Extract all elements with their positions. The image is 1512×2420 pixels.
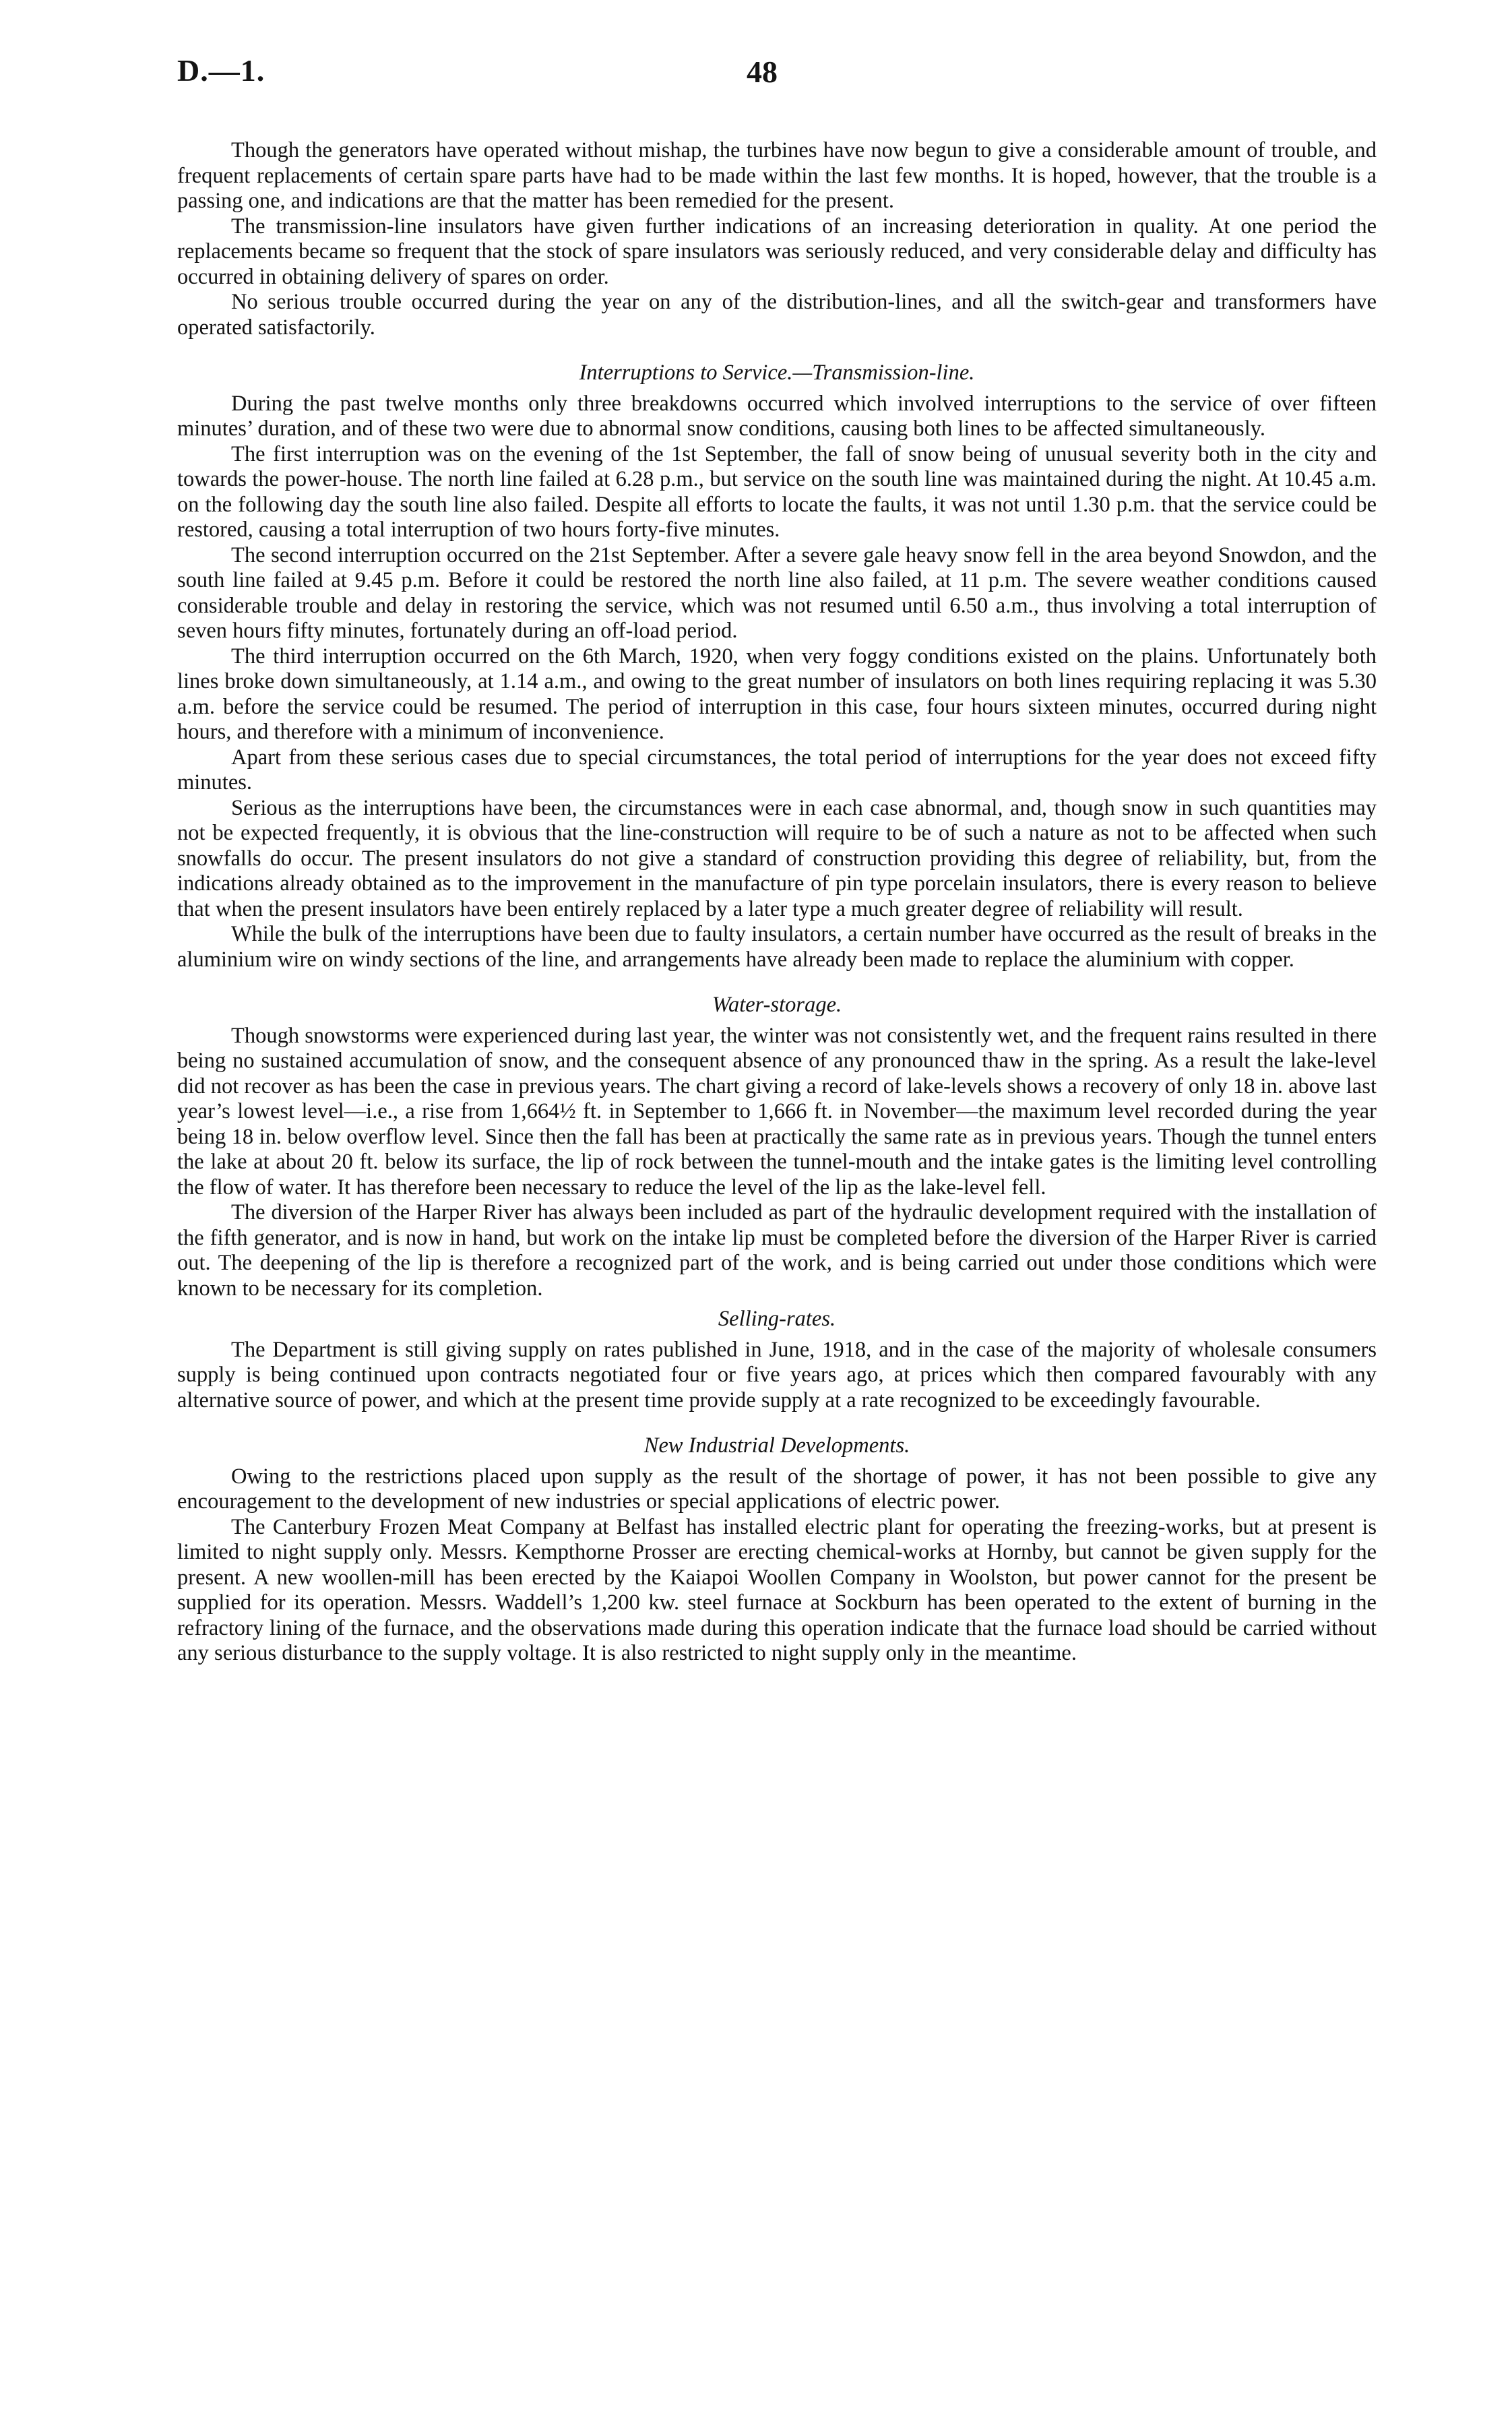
paragraph: Though the generators have operated without mishap, the turbines have now begun to give a considerable amount of trouble, and frequent replacements of certain spare parts have had to be made within the last few months. It is hoped, however, that the trouble is a passing one, and indications are that the matter has been remedied for the present. bbox=[177, 138, 1377, 213]
paragraph: Owing to the restrictions placed upon supply as the result of the shortage of power, it has not been possible to give any encouragement to the development of new industries or special applications of electric power. bbox=[177, 1464, 1377, 1514]
paragraph: No serious trouble occurred during the year on any of the distribution-lines, and all the switch-gear and transformers have operated satisfactorily. bbox=[177, 290, 1377, 340]
page-number: 48 bbox=[747, 55, 778, 89]
section-heading-interruptions: Interruptions to Service.—Transmission-line. bbox=[579, 361, 975, 385]
paragraph: Apart from these serious cases due to special circumstances, the total period of interruptions for the year does not exceed fifty minutes. bbox=[177, 745, 1377, 795]
paragraph: During the past twelve months only three breakdowns occurred which involved interruptions to the service of over fifteen minutes’ duration, and of these two were due to abnormal snow conditions, causing both lines to be affected simultaneously. bbox=[177, 391, 1377, 441]
document-body bbox=[177, 138, 1377, 1667]
paragraph: The Department is still giving supply on rates published in June, 1918, and in the case of the majority of wholesale consumers supply is being continued upon contracts negotiated four or five years ago, at prices which then compared favourably with any alternative source of power, and which at the present time provide supply at a rate recognized to be exceedingly favourable. bbox=[177, 1337, 1377, 1413]
paragraph: The transmission-line insulators have given further indications of an increasing deterioration in quality. At one period the replacements became so frequent that the stock of spare insulators was seriously reduced, and very considerable delay and difficulty has occurred in obtaining delivery of spares on order. bbox=[177, 214, 1377, 289]
section-heading-new-industrial-developments: New Industrial Developments. bbox=[643, 1433, 910, 1458]
paragraph: The second interruption occurred on the 21st September. After a severe gale heavy snow fell in the area beyond Snowdon, and the south line failed at 9.45 p.m. Before it could be restored the north line also failed, at 11 p.m. The severe weather conditions caused considerable trouble and delay in restoring the service, which was not resumed until 6.50 a.m., thus involving a total interruption of seven hours fifty minutes, fortunately during an off-load period. bbox=[177, 542, 1377, 643]
section-heading-selling-rates: Selling-rates. bbox=[718, 1307, 836, 1331]
document-reference: D.—1. bbox=[177, 53, 265, 88]
paragraph: The first interruption was on the evening of the 1st September, the fall of snow being of unusual severity both in the city and towards the power-house. The north line failed at 6.28 p.m., but service on the south line was maintained during the night. At 10.45 a.m. on the following day the south line also failed. Despite all efforts to locate the faults, it was not until 1.30 p.m. that the service could be restored, causing a total interruption of two hours forty-five minutes. bbox=[177, 441, 1377, 542]
paragraph: While the bulk of the interruptions have been due to faulty insulators, a certain number have occurred as the result of breaks in the aluminium wire on windy sections of the line, and arrangements have already been made to replace the aluminium with copper. bbox=[177, 922, 1377, 972]
paragraph: Serious as the interruptions have been, the circumstances were in each case abnormal, and, though snow in such quantities may not be expected frequently, it is obvious that the line-construction will require to be of such a nature as not to be affected when such snowfalls do occur. The present insulators do not give a standard of construction providing this degree of reliability, but, from the indications already obtained as to the improvement in the manufacture of pin type porcelain insulators, there is every reason to believe that when the present insulators have been entirely replaced by a later type a much greater degree of reliability will result. bbox=[177, 795, 1377, 921]
paragraph: Though snowstorms were experienced during last year, the winter was not consistently wet, and the frequent rains resulted in there being no sustained accumulation of snow, and the consequent absence of any pronounced thaw in the spring. As a result the lake-level did not recover as has been the case in previous years. The chart giving a record of lake-levels shows a recovery of only 18 in. above last year’s lowest level—i.e., a rise from 1,664½ ft. in September to 1,666 ft. in November—the maximum level recorded during the year being 18 in. below overflow level. Since then the fall has been at practically the same rate as in previous years. Though the tunnel enters the lake at about 20 ft. below its surface, the lip of rock between the tunnel-mouth and the intake gates is the limiting level controlling the flow of water. It has therefore been necessary to reduce the level of the lip as the lake-level fell. bbox=[177, 1023, 1377, 1200]
paragraph: The third interruption occurred on the 6th March, 1920, when very foggy conditions existed on the plains. Unfortunately both lines broke down simultaneously, at 1.14 a.m., and owing to the great number of insulators on both lines requiring replacing it was 5.30 a.m. before the service could be resumed. The period of interruption in this case, four hours sixteen minutes, occurred during night hours, and therefore with a minimum of inconvenience. bbox=[177, 644, 1377, 744]
section-heading-water-storage: Water-storage. bbox=[712, 993, 842, 1017]
paragraph: The diversion of the Harper River has always been included as part of the hydraulic development required with the installation of the fifth generator, and is now in hand, but work on the intake lip must be completed before the diversion of the Harper River is carried out. The deepening of the lip is therefore a recognized part of the work, and is being carried out under those conditions which were known to be necessary for its completion. bbox=[177, 1200, 1377, 1301]
paragraph: The Canterbury Frozen Meat Company at Belfast has installed electric plant for operating the freezing-works, but at present is limited to night supply only. Messrs. Kempthorne Prosser are erecting chemical-works at Hornby, but cannot be given supply for the present. A new woollen-mill has been erected by the Kaiapoi Woollen Company in Woolston, but power cannot for the present be supplied for its operation. Messrs. Waddell’s 1,200 kw. steel furnace at Sockburn has been operated to the extent of burning in the refractory lining of the furnace, and the observations made during this operation indicate that the furnace load should be carried without any serious disturbance to the supply voltage. It is also restricted to night supply only in the meantime. bbox=[177, 1514, 1377, 1665]
